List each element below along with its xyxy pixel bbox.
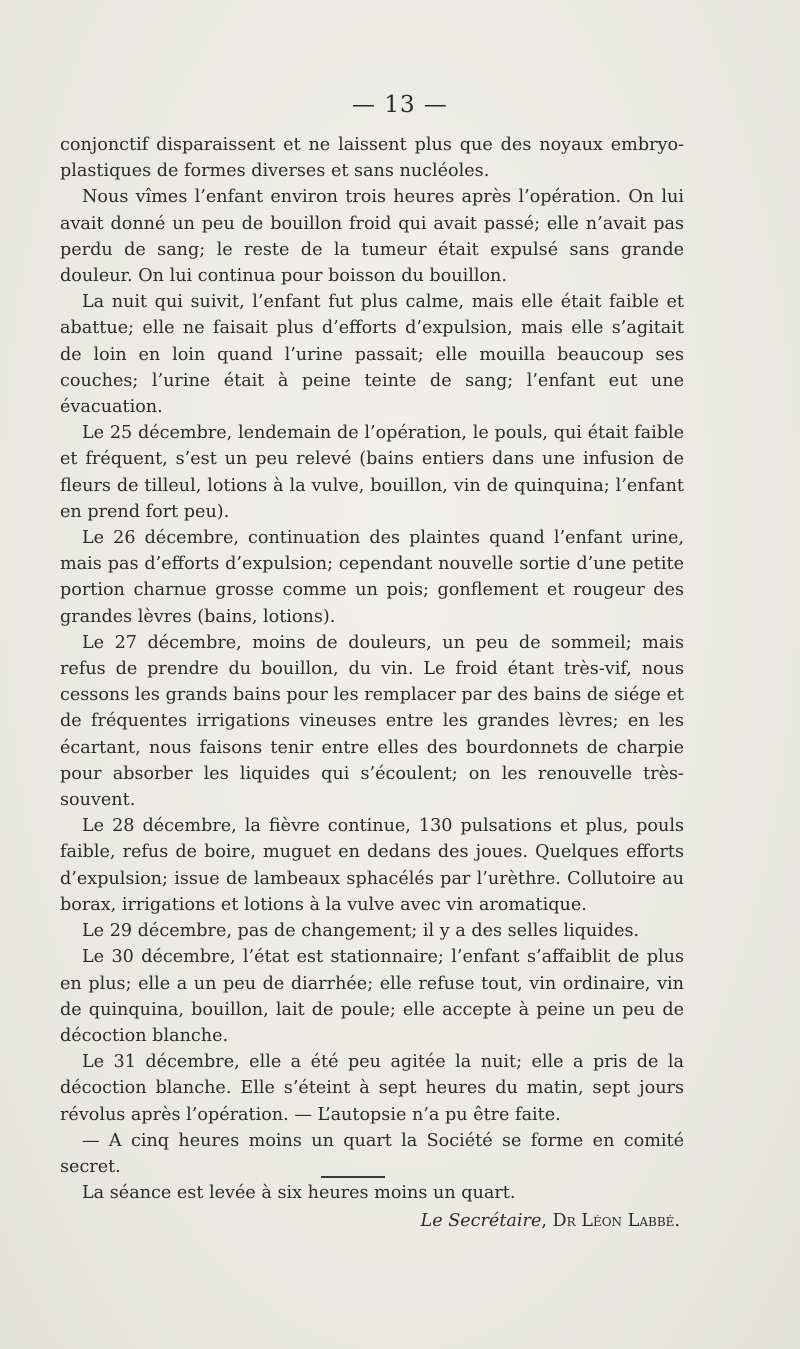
paragraph-dec-28: Le 28 décembre, la fièvre continue, 130 pulsations et plus, pouls faible, refus de boire, muguet en dedans des joues. Quelques efforts d’expulsion; issue de lambeaux sphacélés par l’urèthre. Collutoire au borax, irrigations et lotions à la vulve avec vin aromatique. [60, 816, 684, 915]
paragraph-secret-committee: — A cinq heures moins un quart la Société se forme en comité secret. [60, 1130, 684, 1177]
signature [60, 1208, 684, 1234]
paragraph-dec-30: Le 30 décembre, l’état est stationnaire; l’enfant s’affaiblit de plus en plus; elle a un peu de diarrhée; elle refuse tout, vin ordinaire, vin de quinquina, bouillon, lait de poule; elle accepte à peine un peu de décoction blanche. [60, 947, 684, 1046]
paragraph-dec-29: Le 29 décembre, pas de changement; il y a des selles liquides. [82, 921, 640, 942]
paragraph-continuation: conjonctif disparaissent et ne laissent plus que des noyaux embryo-plastiques de formes diverses et sans nucléoles. [60, 135, 684, 182]
page-number: — 13 — [352, 92, 448, 118]
signature-name: Dr Léon Labbé. [552, 1211, 680, 1232]
paragraph-after-operation: Nous vîmes l’enfant environ trois heures après l’opération. On lui avait donné un peu de bouillon froid qui avait passé; elle n’avait pas perdu de sang; le reste de la tumeur était expulsé sans grande douleur. On lui continua pour boisson du bouillon. [60, 187, 684, 287]
body-text [60, 132, 684, 1235]
paragraph-dec-27: Le 27 décembre, moins de douleurs, un peu de sommeil; mais refus de prendre du bouillon, du vin. Le froid étant très-vif, nous cessons les grands bains pour les remplacer par des bains de siége et de fréquentes irrigations vineuses entre les grandes lèvres; en les écartant, nous faisons tenir entre elles des bourdonnets de charpie pour absorber les liquides qui s’écoulent; on les renouvelle très-souvent. [60, 632, 684, 811]
paragraph-session-closed: La séance est levée à six heures moins un quart. [82, 1183, 516, 1204]
paragraph-dec-26: Le 26 décembre, continuation des plaintes quand l’enfant urine, mais pas d’efforts d’expulsion; cependant nouvelle sortie d’une petite portion charnue grosse comme un pois; gonflement et rougeur des grandes lèvres (bains, lotions). [60, 528, 684, 627]
paragraph-dec-25: Le 25 décembre, lendemain de l’opération, le pouls, qui était faible et fréquent, s’est un peu relevé (bains entiers dans une infusion de fleurs de tilleul, lotions à la vulve, bouillon, vin de quinquina; l’enfant en prend fort peu). [60, 423, 684, 522]
end-rule [321, 1176, 385, 1178]
paragraph-dec-31: Le 31 décembre, elle a été peu agitée la nuit; elle a pris de la décoction blanche. Elle s’éteint à sept heures du matin, sept jours révolus après l’opération. — L’autopsie n’a pu être faite. [60, 1052, 684, 1125]
signature-title: Le Secrétaire [420, 1211, 542, 1232]
paragraph-night: La nuit qui suivit, l’enfant fut plus calme, mais elle était faible et abattue; elle ne faisait plus d’efforts d’expulsion, mais elle s’agitait de loin en loin quand l’urine passait; elle mouilla beaucoup ses couches; l’urine était à peine teinte de sang; l’enfant eut une évacuation. [60, 292, 684, 418]
signature-separator: , [541, 1211, 553, 1232]
